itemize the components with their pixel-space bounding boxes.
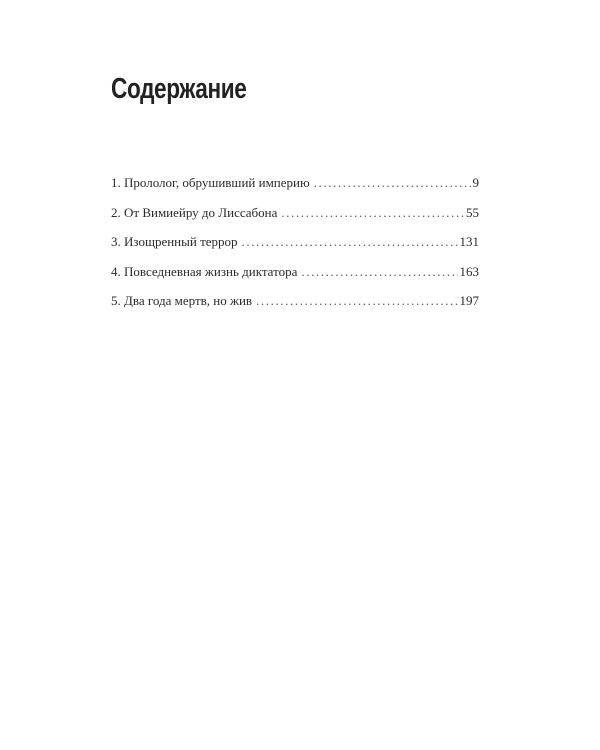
- toc-entry-page: 55: [466, 204, 479, 220]
- toc-entry-title: 4. Повседневная жизнь диктатора: [111, 263, 298, 279]
- page-title: Содержание: [111, 73, 247, 105]
- toc-entry[interactable]: [111, 264, 479, 294]
- toc-entry-title: 5. Два года мертв, но жив: [111, 293, 253, 308]
- toc-entry-page: 163: [459, 263, 479, 279]
- toc-entry-page: 197: [459, 293, 479, 308]
- toc-entry[interactable]: [111, 293, 479, 323]
- dot-leader: [314, 175, 471, 191]
- toc-entry-page: 131: [459, 234, 479, 249]
- toc-entry[interactable]: [111, 205, 479, 235]
- dot-leader: [256, 293, 457, 309]
- toc-entry-title: 2. От Вимиейру до Лиссабона: [111, 204, 278, 220]
- toc-entry-title: 1. Прололог, обрушивший империю: [111, 175, 310, 190]
- dot-leader: [301, 264, 457, 280]
- toc-entry-page: 9: [472, 175, 479, 190]
- dot-leader: [242, 234, 458, 250]
- table-of-contents: [111, 175, 479, 323]
- dot-leader: [281, 205, 464, 221]
- toc-entry-title: 3. Изощренный террор: [111, 234, 238, 249]
- toc-entry[interactable]: [111, 234, 479, 264]
- toc-entry[interactable]: [111, 175, 479, 205]
